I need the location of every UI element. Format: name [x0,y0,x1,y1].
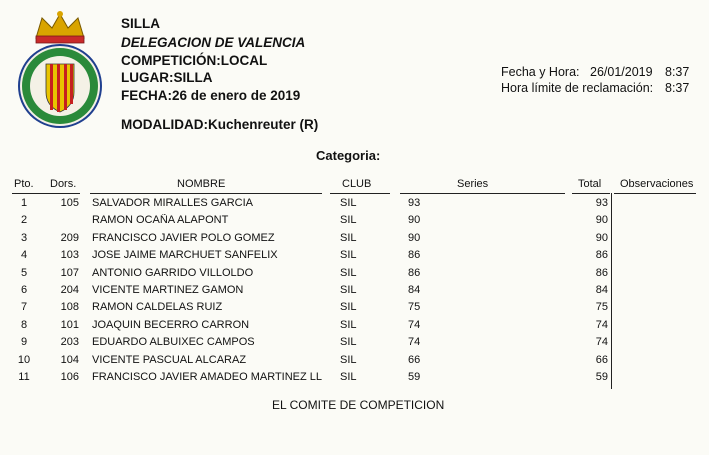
club-cell: SIL [340,371,357,383]
shooter-name-cell: FRANCISCO JAVIER AMADEO MARTINEZ LL [92,371,323,383]
header-rule-series [400,193,565,194]
bib-number-cell: 203 [60,336,79,349]
total-cell: 74 [595,336,608,349]
total-cell: 84 [595,284,608,296]
col-header-pto: Pto. [14,178,34,190]
table-row [0,284,709,301]
category-label: Categoria: [316,148,381,163]
shooter-name-cell: VICENTE PASCUAL ALCARAZ [92,353,247,366]
table-row [0,371,709,388]
total-cell: 86 [595,266,608,279]
table-row [0,214,709,231]
shooter-name-cell: RAMON OCAÑA ALAPONT [92,214,229,227]
club-title: SILLA [121,16,160,31]
table-row [0,319,709,336]
rank-cell: 6 [20,284,28,296]
col-header-nombre: NOMBRE [177,178,226,190]
bib-number-cell: 108 [60,301,79,314]
header-rule-obs [614,193,696,194]
rank-cell: 8 [20,318,28,331]
club-cell: SIL [340,231,357,244]
date-label: FECHA:26 de enero de 2019 [121,88,301,103]
bib-number-cell: 104 [60,353,79,366]
total-cell: 59 [595,371,608,383]
competition-label: COMPETICIÓN:LOCAL [121,53,268,68]
rank-cell: 11 [18,371,30,383]
header-rule-left [12,193,80,194]
bib-number-cell: 107 [60,266,79,279]
club-cell: SIL [340,197,357,209]
bib-number-cell: 106 [60,371,79,383]
col-header-total: Total [578,178,602,190]
datetime-date: 26/01/2019 [590,65,653,79]
bib-number-cell: 105 [60,197,79,209]
club-cell: SIL [340,301,357,314]
rank-cell: 10 [17,353,31,366]
rank-cell: 7 [20,301,28,314]
table-row [0,354,709,371]
series-cell: 86 [408,249,421,262]
place-label: LUGAR:SILLA [121,70,213,85]
shooter-name-cell: JOSE JAIME MARCHUET SANFELIX [92,249,278,262]
bib-number-cell: 103 [60,249,79,262]
total-cell: 74 [595,318,608,331]
series-cell: 74 [408,336,421,349]
series-cell: 93 [408,197,421,209]
col-header-dors: Dors. [50,178,77,190]
series-cell: 86 [408,266,421,279]
table-row [0,267,709,284]
bib-number-cell: 204 [60,284,79,296]
modality-label: MODALIDAD:Kuchenreuter (R) [121,117,319,132]
bib-number-cell: 101 [60,318,79,331]
club-cell: SIL [340,266,357,279]
header-rule-total [572,193,610,194]
total-cell: 90 [595,231,608,244]
shooter-name-cell: JOAQUIN BECERRO CARRON [92,318,250,331]
series-cell: 74 [408,318,421,331]
shooter-name-cell: VICENTE MARTINEZ GAMON [92,284,244,296]
col-header-series: Series [457,178,489,190]
col-header-club: CLUB [342,178,372,190]
shooter-name-cell: FRANCISCO JAVIER POLO GOMEZ [92,231,275,244]
series-cell: 90 [408,231,421,244]
club-cell: SIL [340,214,357,227]
table-row [0,197,709,214]
shooter-name-cell: ANTONIO GARRIDO VILLOLDO [92,266,254,279]
total-cell: 90 [595,214,608,227]
total-cell: 93 [595,197,608,209]
rank-cell: 1 [20,197,28,209]
series-cell: 66 [408,353,421,366]
federation-crest-logo [14,10,106,128]
claim-deadline-label: Hora límite de reclamación: [501,81,654,95]
rank-cell: 9 [20,336,28,349]
total-cell: 66 [595,353,608,366]
rank-cell: 2 [20,214,28,227]
total-cell: 86 [595,249,608,262]
club-cell: SIL [340,249,357,262]
club-cell: SIL [340,318,357,331]
datetime-label: Fecha y Hora: [501,65,580,79]
club-cell: SIL [340,336,357,349]
table-row [0,249,709,266]
rank-cell: 3 [20,231,28,244]
club-cell: SIL [340,284,357,296]
rank-cell: 5 [20,266,28,279]
series-cell: 75 [408,301,421,314]
col-header-observaciones: Observaciones [620,178,694,190]
series-cell: 84 [408,284,421,296]
delegation-title: DELEGACION DE VALENCIA [121,35,306,50]
club-cell: SIL [340,353,357,366]
series-cell: 59 [408,371,421,383]
bib-number-cell: 209 [60,231,79,244]
footer-committee: EL COMITE DE COMPETICION [272,398,445,412]
table-row [0,232,709,249]
shooter-name-cell: EDUARDO ALBUIXEC CAMPOS [92,336,255,349]
shooter-name-cell: SALVADOR MIRALLES GARCIA [92,197,253,209]
table-row [0,336,709,353]
shooter-name-cell: RAMON CALDELAS RUIZ [92,301,223,314]
datetime-time: 8:37 [665,65,690,79]
series-cell: 90 [408,214,421,227]
table-row [0,301,709,318]
header-rule-club [330,193,390,194]
rank-cell: 4 [20,249,28,262]
claim-deadline-time: 8:37 [665,81,690,95]
total-cell: 75 [595,301,608,314]
header-rule-name [90,193,322,194]
